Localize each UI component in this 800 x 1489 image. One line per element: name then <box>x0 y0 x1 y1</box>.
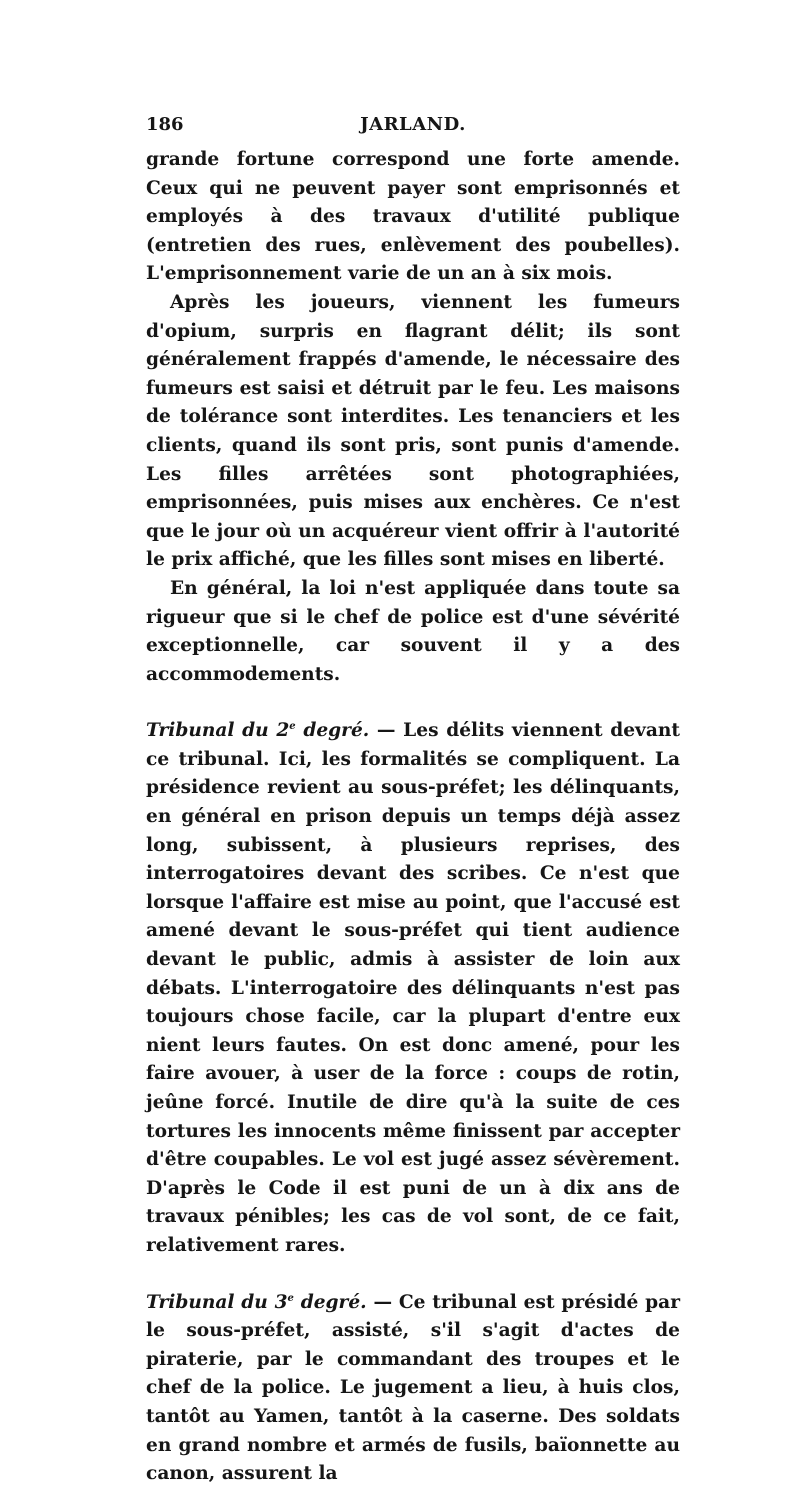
section-3-heading-sup: e <box>287 1292 294 1304</box>
body-text <box>146 146 680 1489</box>
paragraph-opium: Après les joueurs, viennent les fumeurs d'opium, surpris en flagrant délit; ils sont généralement frappés d'amende, le nécessaire des fumeurs est saisi et détruit par le feu. Les maisons de tolérance sont interdites. Les tenanciers et les clients, quand ils sont pris, sont punis d'amende. Les filles arrêtées sont photographiées, emprisonnées, puis mises aux enchères. Ce n'est que le jour où un acquéreur vient offrir à l'autorité le prix affiché, que les filles sont mises en liberté. <box>146 291 680 571</box>
page-header <box>146 114 680 146</box>
section-tribunal-3 <box>146 1289 680 1489</box>
paragraph-general: En général, la loi n'est appliquée dans toute sa rigueur que si le chef de police est d'une sévérité exceptionnelle, car souvent il y a des accommodements. <box>146 577 680 685</box>
paragraph-continuation: grande fortune correspond une forte amende. Ceux qui ne peuvent payer sont emprisonnés et employés à des travaux d'utilité publique (entretien des rues, enlèvement des poubelles). L'emprisonnement varie de un an à six mois. <box>146 149 680 285</box>
section-3-text: — Ce tribunal est présidé par le sous-préfet, assisté, s'il s'agit d'actes de piraterie, par le commandant des troupes et le chef de la police. Le jugement a lieu, à huis clos, tantôt au Yamen, tantôt à la caserne. Des soldats en grand nombre et armés de fusils, baïonnette au canon, assurent la <box>146 1291 680 1485</box>
section-2-heading-b: degré. <box>295 720 370 742</box>
page-number: 186 <box>146 114 184 135</box>
section-3-heading-b: degré. <box>293 1291 367 1313</box>
running-title: JARLAND. <box>360 114 466 135</box>
section-3-heading-a: Tribunal du 3 <box>146 1291 288 1313</box>
section-2-heading <box>146 720 369 741</box>
section-3-heading <box>146 1292 367 1313</box>
section-2-text: — Les délits viennent devant ce tribunal. Ici, les formalités se compliquent. La présidence revient au sous-préfet; les délinquants, en général en prison depuis un temps déjà assez long, subissent, à plusieurs reprises, des interrogatoires devant des scribes. Ce n'est que lorsque l'affaire est mise au point, que l'accusé est amené devant le sous-préfet qui tient audience devant le public, admis à assister de loin aux débats. L'interrogatoire des délinquants n'est pas toujours chose facile, car la plupart d'entre eux nient leurs fautes. On est donc amené, pour les faire avouer, à user de la force : coups de rotin, jeûne forcé. Inutile de dire qu'à la suite de ces tortures les innocents même finissent par accepter d'être coupables. Le vol est jugé assez sévèrement. D'après le Code il est puni de un à dix ans de travaux pénibles; les cas de vol sont, de ce fait, relativement rares. <box>146 720 680 1256</box>
section-2-heading-a: Tribunal du 2 <box>146 720 290 742</box>
section-tribunal-2 <box>146 717 680 1260</box>
book-page <box>146 114 680 1489</box>
section-2-heading-sup: e <box>289 721 296 733</box>
